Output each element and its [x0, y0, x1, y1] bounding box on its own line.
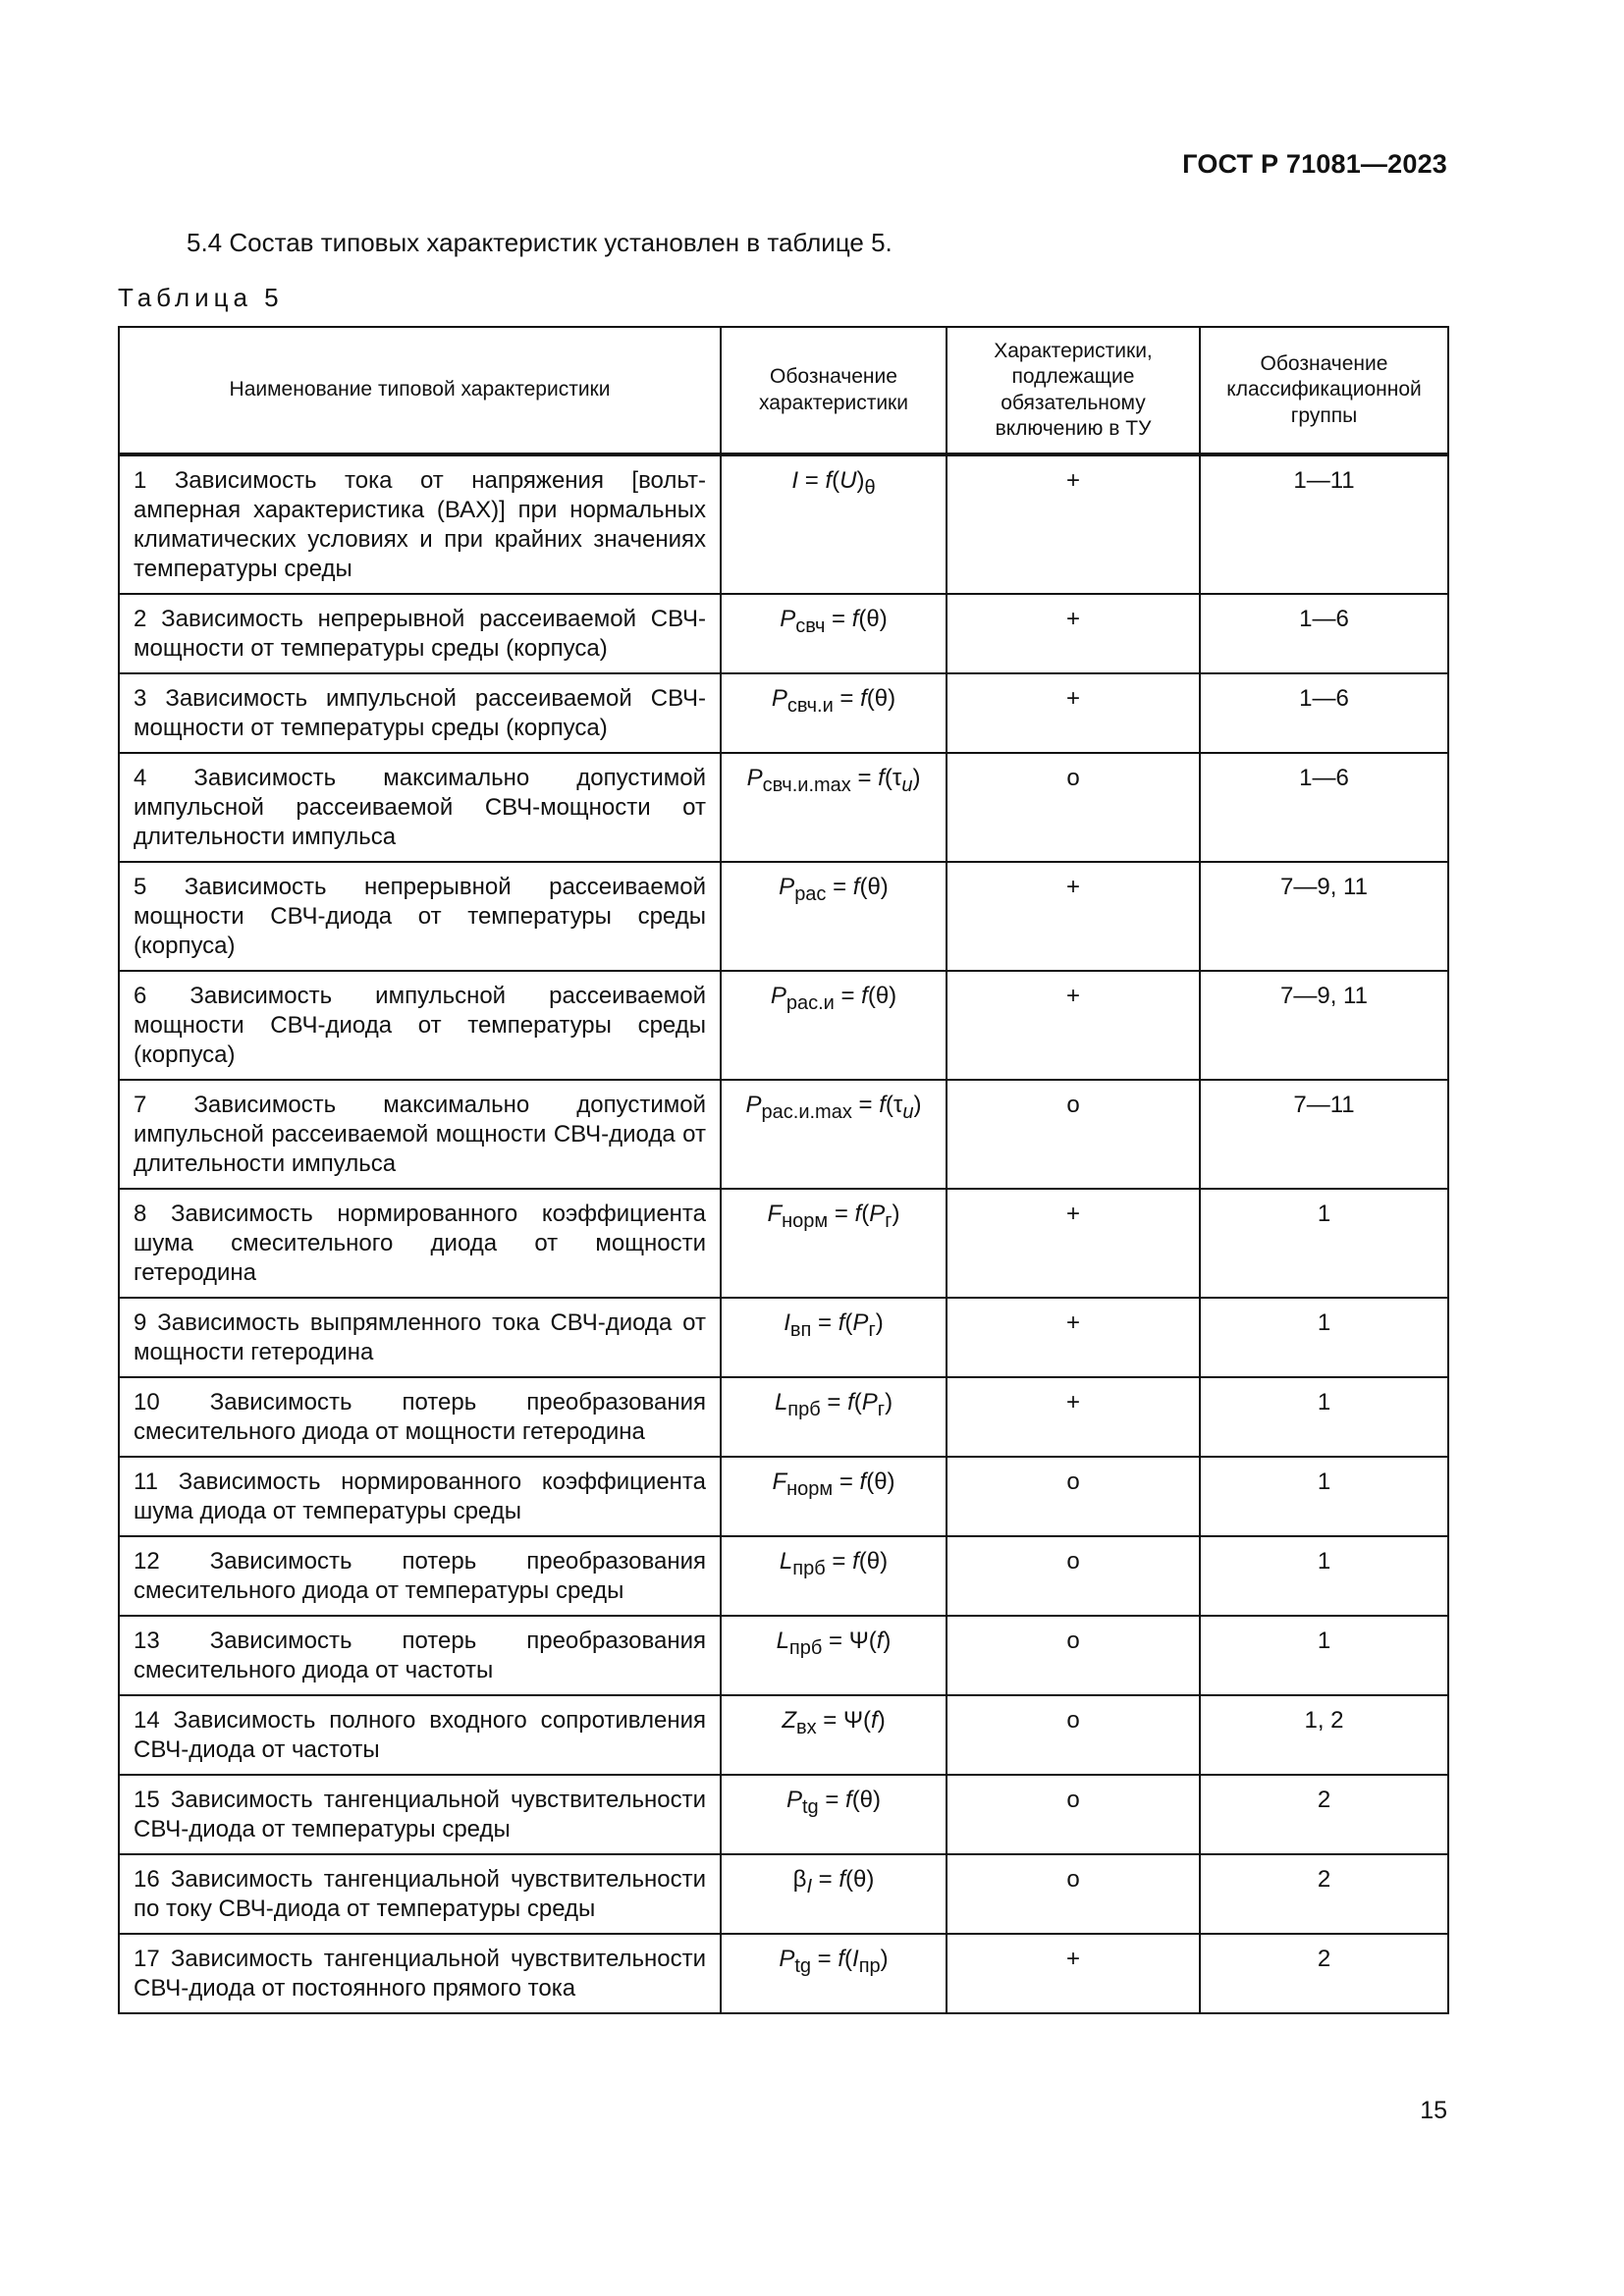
classification-group-cell: 1—11 [1200, 454, 1448, 594]
document-number: ГОСТ Р 71081—2023 [1182, 149, 1447, 179]
classification-group-cell: 7—9, 11 [1200, 971, 1448, 1080]
required-in-spec-cell: + [947, 594, 1200, 673]
table-row [119, 1854, 1448, 1934]
characteristic-symbol-cell: $P_{рас} = f(\theta)$ [721, 862, 947, 971]
characteristic-name-cell: 13 Зависимость потерь преобразования смесительного диода от частоты [119, 1616, 721, 1695]
column-header-required: Характеристики, подлежащие обязательному включению в ТУ [947, 327, 1200, 454]
required-in-spec-cell: + [947, 1189, 1200, 1298]
characteristic-symbol-cell: $P_{свч.и} = f(\theta)$ [721, 673, 947, 753]
required-in-spec-cell: о [947, 753, 1200, 862]
required-in-spec-cell: о [947, 1457, 1200, 1536]
table-row [119, 1616, 1448, 1695]
classification-group-cell: 1 [1200, 1298, 1448, 1377]
characteristic-name-cell: 6 Зависимость импульсной рассеиваемой мощности СВЧ-диода от температуры среды (корпуса) [119, 971, 721, 1080]
classification-group-cell: 2 [1200, 1934, 1448, 2013]
classification-group-cell: 1, 2 [1200, 1695, 1448, 1775]
column-header-group: Обозначение классификационной группы [1200, 327, 1448, 454]
characteristic-name-cell: 11 Зависимость нормированного коэффициента шума диода от температуры среды [119, 1457, 721, 1536]
required-in-spec-cell: о [947, 1536, 1200, 1616]
required-in-spec-cell: + [947, 1934, 1200, 2013]
page-number: 15 [1420, 2097, 1447, 2124]
characteristic-name-cell: 9 Зависимость выпрямленного тока СВЧ-диода от мощности гетеродина [119, 1298, 721, 1377]
characteristic-symbol-cell: $L_{прб} = f(\theta)$ [721, 1536, 947, 1616]
table-row [119, 1298, 1448, 1377]
classification-group-cell: 1—6 [1200, 594, 1448, 673]
required-in-spec-cell: о [947, 1775, 1200, 1854]
table-row [119, 454, 1448, 594]
characteristic-symbol-cell: $I = f(U)_\theta$ [721, 454, 947, 594]
characteristic-symbol-cell: $P_{tg} = f(I_{пр})$ [721, 1934, 947, 2013]
characteristic-symbol-cell: $L_{прб} = f(P_г)$ [721, 1377, 947, 1457]
characteristics-table [118, 326, 1449, 2014]
characteristic-name-cell: 7 Зависимость максимально допустимой импульсной рассеиваемой мощности СВЧ-диода от длительности импульса [119, 1080, 721, 1189]
characteristic-symbol-cell: $L_{прб} = \Psi(f)$ [721, 1616, 947, 1695]
characteristic-name-cell: 3 Зависимость импульсной рассеиваемой СВЧ-мощности от температуры среды (корпуса) [119, 673, 721, 753]
classification-group-cell: 1—6 [1200, 673, 1448, 753]
table-caption: Таблица 5 [118, 283, 284, 312]
characteristic-name-cell: 15 Зависимость тангенциальной чувствительности СВЧ-диода от температуры среды [119, 1775, 721, 1854]
table-row [119, 1536, 1448, 1616]
characteristic-symbol-cell: $Z_{вх} = \Psi(f)$ [721, 1695, 947, 1775]
table-header-row [119, 327, 1448, 454]
table-row [119, 971, 1448, 1080]
characteristic-symbol-cell: $P_{свч.и.max} = f(\tau_u)$ [721, 753, 947, 862]
characteristic-symbol-cell: $P_{рас.и} = f(\theta)$ [721, 971, 947, 1080]
table-row [119, 862, 1448, 971]
characteristic-symbol-cell: $I_{вп} = f(P_г)$ [721, 1298, 947, 1377]
characteristic-symbol-cell: $\beta_I = f(\theta)$ [721, 1854, 947, 1934]
required-in-spec-cell: + [947, 1298, 1200, 1377]
characteristic-name-cell: 2 Зависимость непрерывной рассеиваемой СВЧ-мощности от температуры среды (корпуса) [119, 594, 721, 673]
characteristic-symbol-cell: $F_{норм} = f(P_г)$ [721, 1189, 947, 1298]
table-row [119, 1934, 1448, 2013]
characteristic-name-cell: 8 Зависимость нормированного коэффициента шума смесительного диода от мощности гетеродина [119, 1189, 721, 1298]
classification-group-cell: 1—6 [1200, 753, 1448, 862]
classification-group-cell: 1 [1200, 1377, 1448, 1457]
column-header-symbol: Обозначение характеристики [721, 327, 947, 454]
table-row [119, 1080, 1448, 1189]
characteristic-name-cell: 4 Зависимость максимально допустимой импульсной рассеиваемой СВЧ-мощности от длительности импульса [119, 753, 721, 862]
table-row [119, 1775, 1448, 1854]
classification-group-cell: 1 [1200, 1189, 1448, 1298]
characteristic-name-cell: 16 Зависимость тангенциальной чувствительности по току СВЧ-диода от температуры среды [119, 1854, 721, 1934]
required-in-spec-cell: + [947, 862, 1200, 971]
table-row [119, 1695, 1448, 1775]
required-in-spec-cell: + [947, 971, 1200, 1080]
required-in-spec-cell: + [947, 454, 1200, 594]
characteristic-name-cell: 14 Зависимость полного входного сопротивления СВЧ-диода от частоты [119, 1695, 721, 1775]
table-container [118, 326, 1449, 2014]
table-row [119, 673, 1448, 753]
classification-group-cell: 1 [1200, 1457, 1448, 1536]
characteristic-symbol-cell: $F_{норм} = f(\theta)$ [721, 1457, 947, 1536]
table-row [119, 594, 1448, 673]
classification-group-cell: 2 [1200, 1854, 1448, 1934]
table-body [119, 454, 1448, 2013]
table-row [119, 1189, 1448, 1298]
characteristic-symbol-cell: $P_{рас.и.max} = f(\tau_u)$ [721, 1080, 947, 1189]
characteristic-name-cell: 10 Зависимость потерь преобразования смесительного диода от мощности гетеродина [119, 1377, 721, 1457]
characteristic-name-cell: 5 Зависимость непрерывной рассеиваемой мощности СВЧ-диода от температуры среды (корпуса) [119, 862, 721, 971]
classification-group-cell: 7—9, 11 [1200, 862, 1448, 971]
required-in-spec-cell: + [947, 1377, 1200, 1457]
classification-group-cell: 1 [1200, 1536, 1448, 1616]
required-in-spec-cell: + [947, 673, 1200, 753]
classification-group-cell: 2 [1200, 1775, 1448, 1854]
characteristic-name-cell: 1 Зависимость тока от напряжения [вольт-амперная характеристика (ВАХ)] при нормальных климатических условиях и при крайних значениях температуры среды [119, 454, 721, 594]
required-in-spec-cell: о [947, 1695, 1200, 1775]
required-in-spec-cell: о [947, 1080, 1200, 1189]
table-row [119, 753, 1448, 862]
classification-group-cell: 1 [1200, 1616, 1448, 1695]
column-header-name: Наименование типовой характеристики [119, 327, 721, 454]
classification-group-cell: 7—11 [1200, 1080, 1448, 1189]
characteristic-symbol-cell: $P_{tg} = f(\theta)$ [721, 1775, 947, 1854]
table-row [119, 1377, 1448, 1457]
characteristic-name-cell: 17 Зависимость тангенциальной чувствительности СВЧ-диода от постоянного прямого тока [119, 1934, 721, 2013]
required-in-spec-cell: о [947, 1854, 1200, 1934]
characteristic-symbol-cell: $P_{свч} = f(\theta)$ [721, 594, 947, 673]
required-in-spec-cell: о [947, 1616, 1200, 1695]
table-row [119, 1457, 1448, 1536]
characteristic-name-cell: 12 Зависимость потерь преобразования смесительного диода от температуры среды [119, 1536, 721, 1616]
intro-paragraph: 5.4 Состав типовых характеристик установлен в таблице 5. [187, 228, 893, 257]
